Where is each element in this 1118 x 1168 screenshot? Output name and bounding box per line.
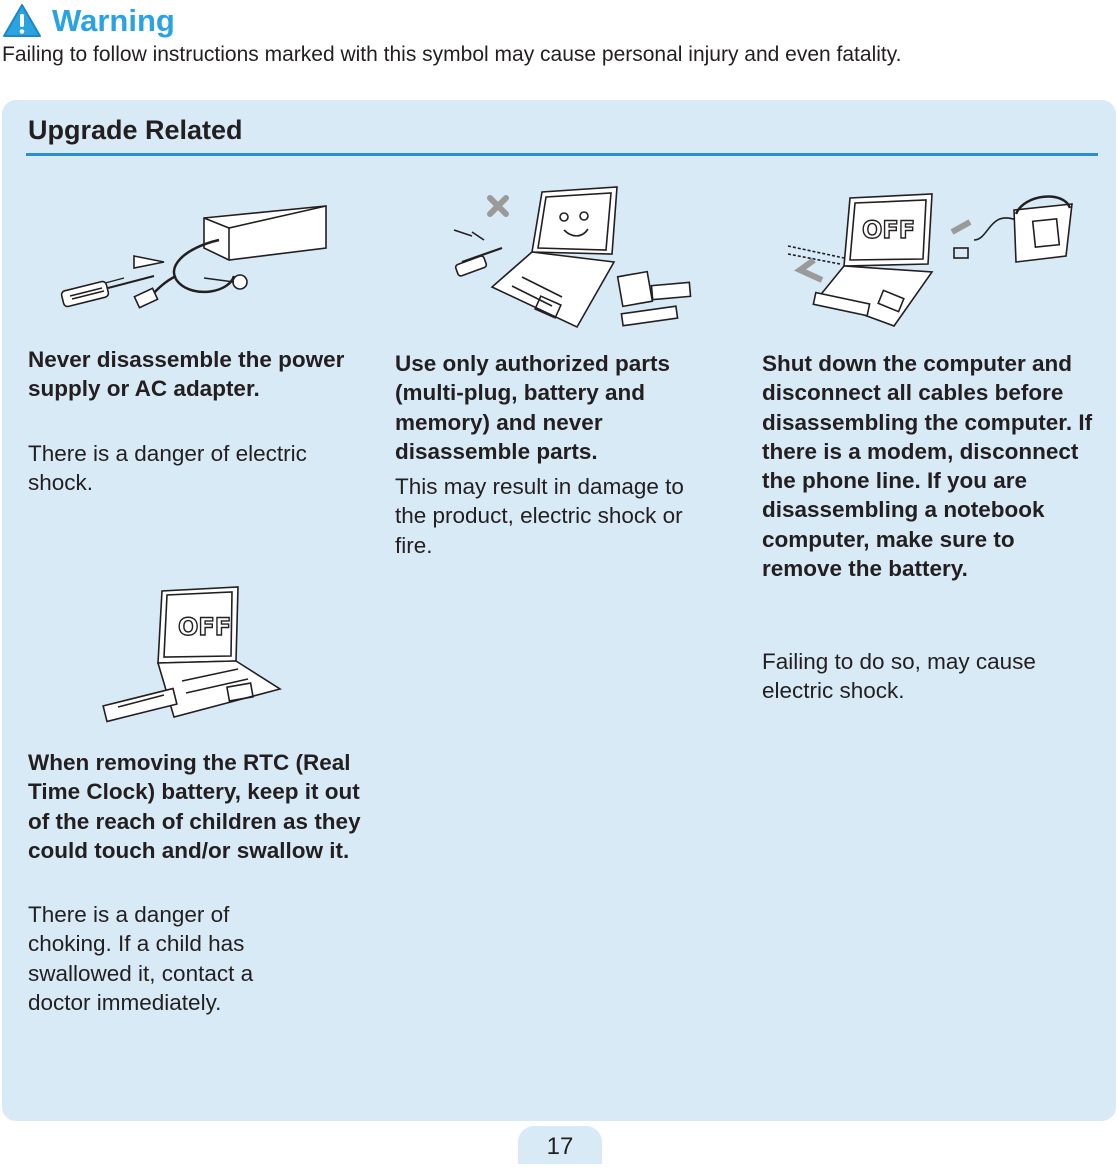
item-1-body: There is a danger of electric shock. <box>28 441 307 496</box>
item-3-body: Failing to do so, may cause electric shock. <box>762 649 1036 704</box>
rtc-battery-illustration <box>98 585 288 725</box>
section-title: Upgrade Related <box>28 115 243 145</box>
off-screen-text-2: OFF <box>178 613 232 641</box>
item-4-title: When removing the RTC (Real Time Clock) battery, keep it out of the reach of children as they could touch and/or swallow it. <box>28 750 361 863</box>
warning-header <box>0 0 1118 100</box>
off-screen-text-1: OFF <box>862 216 916 244</box>
warning-triangle-icon <box>2 3 42 39</box>
section-divider <box>26 153 1098 156</box>
authorized-parts-illustration <box>442 182 702 332</box>
shutdown-disconnect-illustration <box>784 190 1084 330</box>
page-number: 17 <box>518 1126 602 1164</box>
item-2-title: Use only authorized parts (multi-plug, battery and memory) and never disassemble parts. <box>395 351 671 464</box>
item-3-title: Shut down the computer and disconnect all cables before disassembling the computer. If there is a modem, disconnect the phone line. If you are disassembling a notebook computer, make sure to remove the battery. <box>762 351 1093 582</box>
warning-description: Failing to follow instructions marked with this symbol may cause personal injury and even fatality. <box>2 43 902 66</box>
item-1-title: Never disassemble the power supply or AC adapter. <box>28 347 345 402</box>
upgrade-related-panel <box>2 100 1116 1121</box>
power-adapter-illustration <box>54 198 354 328</box>
item-2-body: This may result in damage to the product, electric shock or fire. <box>395 474 684 558</box>
item-4-body: There is a danger of choking. If a child has swallowed it, contact a doctor immediately. <box>28 902 254 1015</box>
warning-title: Warning <box>52 3 175 38</box>
